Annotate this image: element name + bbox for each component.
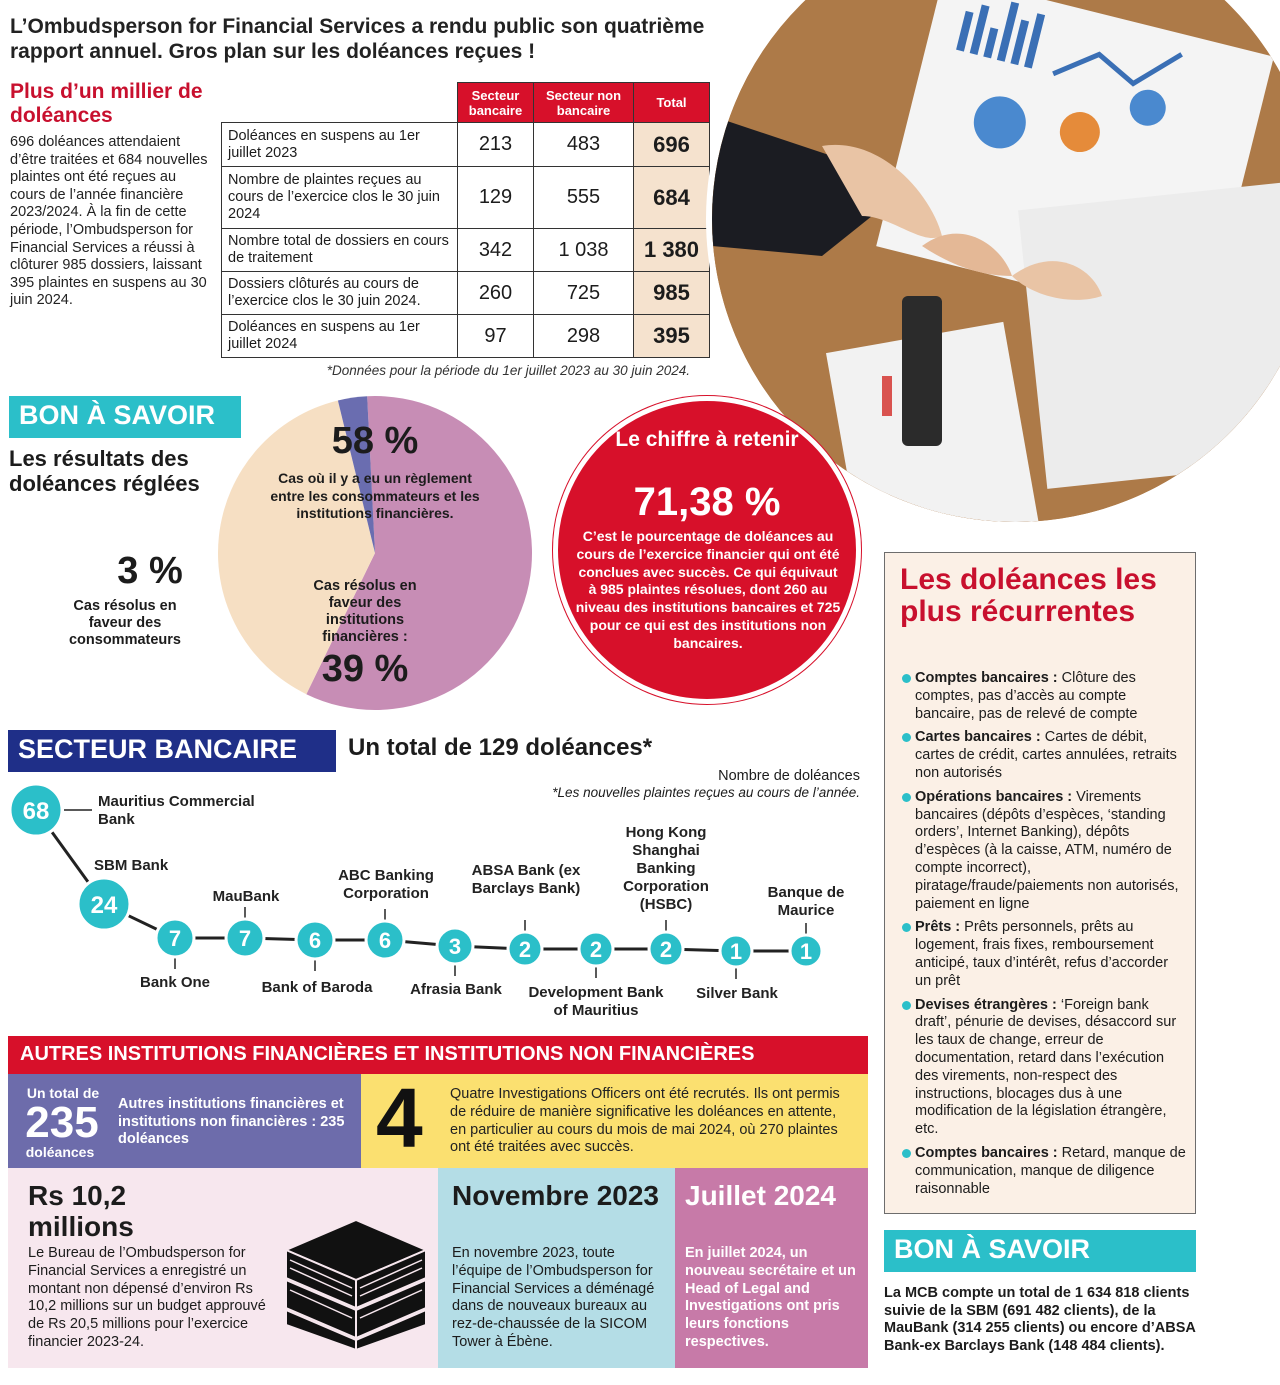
item-text: Retard, manque de communication, manque de diligence raisonnable xyxy=(915,1144,1186,1197)
row-bancaire: 97 xyxy=(458,315,534,358)
list-item xyxy=(902,670,1188,723)
budget-text: Le Bureau de l’Ombudsperson for Financial Services a enregistré un montant non dépensé d’environ Rs 10,2 millions sur un budget approuvé de Rs 20,5 millions pour l’exercice financier 2023-24. xyxy=(28,1245,266,1350)
novembre-text: En novembre 2023, toute l’équipe de l’Ombudsperson for Financial Services a déménagé dans de nouveaux bureaux au rez-de-chaussée de la SICOM Tower à Ébène. xyxy=(452,1245,655,1350)
table-row xyxy=(222,123,710,167)
bon-a-savoir-text: La MCB compte un total de 1 634 818 clients suivie de la SBM (691 482 clients), de la MauBank (314 255 clients) ou encore d’ABSA Bank-ex Barclays Bank (148 484 clients). xyxy=(884,1285,1196,1354)
slice-3-text: Cas résolus en faveur des consommateurs xyxy=(68,598,181,648)
table-row xyxy=(222,167,710,229)
row-non-bancaire: 1 038 xyxy=(534,229,634,272)
bullet-icon xyxy=(902,1149,911,1158)
bank-value: 2 xyxy=(589,937,603,962)
autres-banner: AUTRES INSTITUTIONS FINANCIÈRES ET INSTITUTIONS NON FINANCIÈRES xyxy=(8,1036,868,1074)
bank-name: Banque de Maurice xyxy=(767,884,845,919)
list-item xyxy=(902,1145,1188,1198)
bank-value: 6 xyxy=(378,928,392,953)
row-total: 985 xyxy=(634,272,710,315)
item-text: ‘Foreign bank draft’, pénurie de devises, désaccord sur les taux de change, erreur de documentation, retard dans l’exécution des virements, non-respect des instructions, blocages dus à une modification de la législation étrangère, etc. xyxy=(915,996,1177,1138)
bank-name: Hong Kong Shanghai Banking Corporation (HSBC) xyxy=(623,824,709,913)
bullet-icon xyxy=(902,793,911,802)
bank-name: Development Bank of Mauritius xyxy=(528,984,664,1019)
row-label: Doléances en suspens au 1er juillet 2023 xyxy=(222,123,458,167)
bank-value: 24 xyxy=(90,892,118,919)
row-total: 684 xyxy=(634,167,710,229)
bank-name: Bank of Baroda xyxy=(261,979,373,996)
novembre-title: Novembre 2023 xyxy=(452,1180,660,1211)
table-row xyxy=(222,272,710,315)
row-label: Nombre total de dossiers en cours de traitement xyxy=(222,229,458,272)
list-item xyxy=(902,729,1188,782)
item-text: Cartes de débit, cartes de crédit, cartes annulées, retraits non autorisés xyxy=(915,729,1177,781)
row-label: Doléances en suspens au 1er juillet 2024 xyxy=(222,315,458,358)
bank-value: 7 xyxy=(238,926,252,951)
table-note: *Données pour la période du 1er juillet 2023 au 30 juin 2024. xyxy=(326,363,690,378)
bank-value: 3 xyxy=(448,934,462,959)
officers-text: Quatre Investigations Officers ont été recrutés. Ils ont permis de réduire de manière significative les doléances en attente, en particulier au cours du mois de mai 2024, où 270 plaintes ont été traitées avec succès. xyxy=(450,1086,840,1156)
bon-a-savoir-badge: BON À SAVOIR xyxy=(9,396,241,438)
list-item xyxy=(902,789,1188,914)
secteur-bancaire-badge: SECTEUR BANCAIRE xyxy=(8,730,336,772)
doleances-table xyxy=(221,82,710,358)
item-text: Prêts personnels, prêts au logement, frais fixes, remboursement anticipé, taux d’intérêt, refus d’accorder un prêt xyxy=(915,919,1169,989)
row-non-bancaire: 725 xyxy=(534,272,634,315)
autres-total: 235 xyxy=(25,1098,99,1147)
money-stack-icon xyxy=(276,1200,436,1350)
secteur-legend-note: *Les nouvelles plaintes reçues au cours de l’année. xyxy=(552,785,860,800)
row-total: 1 380 xyxy=(634,229,710,272)
autres-total-unit: doléances xyxy=(25,1144,95,1160)
bank-name: Silver Bank xyxy=(696,985,778,1002)
table-row xyxy=(222,315,710,358)
recurrentes-title: Les doléances les plus récurrentes xyxy=(900,563,1157,628)
table-row xyxy=(222,229,710,272)
intro-text: L’Ombudsperson for Financial Services a rendu public son quatrième rapport annuel. Gros plan sur les doléances reçues ! xyxy=(10,15,705,63)
row-non-bancaire: 298 xyxy=(534,315,634,358)
bon-a-savoir-badge-2: BON À SAVOIR xyxy=(884,1230,1196,1272)
secteur-subtitle: Un total de 129 doléances* xyxy=(348,734,653,761)
item-head: Devises étrangères : xyxy=(915,996,1057,1013)
row-bancaire: 213 xyxy=(458,123,534,167)
slice-58-pct: 58 % xyxy=(331,420,419,462)
autres-desc: Autres institutions financières et institutions non financières : 235 doléances xyxy=(118,1096,345,1147)
budget-title: Rs 10,2 millions xyxy=(28,1180,134,1242)
resultats-title: Les résultats des doléances réglées xyxy=(9,446,200,496)
milliers-text: 696 doléances attendaient d’être traitées et 684 nouvelles plaintes ont été reçues au cours de l’année financière 2023/2024. À la fin de cette période, l’Ombudsperson for Financial Services a réussi à clôturer 985 dossiers, laissant 395 plaintes en suspens au 30 juin 2024. xyxy=(10,134,208,309)
bank-name: Mauritius Commercial Bank xyxy=(98,793,255,828)
item-text: Virements bancaires (dépôts d’espèces, ‘standing orders’, Internet Banking), dépôts d’espèces (à la caisse, ATM, numéro de compte incorrect), piratage/fraude/paiements non autorisés, paiement en ligne xyxy=(915,788,1179,912)
item-head: Cartes bancaires : xyxy=(915,729,1041,746)
bank-name: Bank One xyxy=(139,974,211,991)
bank-name: ABC Banking Corporation xyxy=(338,867,434,902)
table-header-total: Total xyxy=(634,83,710,123)
slice-58-text: Cas où il y a eu un règlement entre les consommateurs et les institutions financières. xyxy=(270,470,480,521)
bank-value: 7 xyxy=(168,926,182,951)
bank-name: Afrasia Bank xyxy=(410,981,502,998)
bank-name: MauBank xyxy=(212,888,280,905)
slice-3-pct: 3 % xyxy=(117,550,183,592)
table-corner xyxy=(222,83,458,123)
item-text: Clôture des comptes, pas d’accès au compte bancaire, pas de relevé de compte xyxy=(915,670,1138,722)
table-header-bancaire: Secteur bancaire xyxy=(458,83,534,123)
bank-value: 6 xyxy=(308,928,322,953)
table-header-non-bancaire: Secteur non bancaire xyxy=(534,83,634,123)
bullet-icon xyxy=(902,674,911,683)
recurrentes-list xyxy=(902,670,1188,1204)
slice-39-text: Cas résolus en faveur des institutions financières : xyxy=(313,578,417,645)
secteur-legend: Nombre de doléances xyxy=(718,768,860,784)
list-item xyxy=(902,997,1188,1139)
bank-name: SBM Bank xyxy=(94,857,169,874)
list-item xyxy=(902,919,1188,990)
row-label: Nombre de plaintes reçues au cours de l’exercice clos le 30 juin 2024 xyxy=(222,167,458,229)
item-head: Comptes bancaires : xyxy=(915,1144,1058,1161)
row-non-bancaire: 483 xyxy=(534,123,634,167)
item-head: Opérations bancaires : xyxy=(915,788,1073,805)
juillet-title: Juillet 2024 xyxy=(685,1180,836,1211)
row-bancaire: 129 xyxy=(458,167,534,229)
bank-value: 2 xyxy=(659,937,673,962)
juillet-text: En juillet 2024, un nouveau secrétaire et un Head of Legal and Investigations ont pris leurs fonctions respectives. xyxy=(685,1245,856,1350)
row-total: 395 xyxy=(634,315,710,358)
bank-name: ABSA Bank (ex Barclays Bank) xyxy=(471,862,581,897)
bank-value: 68 xyxy=(22,798,50,825)
row-bancaire: 260 xyxy=(458,272,534,315)
bullet-icon xyxy=(902,733,911,742)
chiffre-title: Le chiffre à retenir xyxy=(615,428,799,451)
bullet-icon xyxy=(902,923,911,932)
row-total: 696 xyxy=(634,123,710,167)
bank-value: 1 xyxy=(799,939,813,964)
chiffre-value: 71,38 % xyxy=(633,480,781,524)
row-bancaire: 342 xyxy=(458,229,534,272)
bank-value: 1 xyxy=(729,939,743,964)
autres-total-label: Un total de xyxy=(26,1085,100,1101)
row-non-bancaire: 555 xyxy=(534,167,634,229)
slice-39-pct: 39 % xyxy=(321,648,409,690)
row-label: Dossiers clôturés au cours de l’exercice clos le 30 juin 2024. xyxy=(222,272,458,315)
officers-number: 4 xyxy=(376,1071,423,1165)
milliers-title: Plus d’un millier de doléances xyxy=(10,80,203,127)
chiffre-text: C’est le pourcentage de doléances au cours de l’exercice financier qui ont été conclues avec succès. Ce qui équivaut à 985 plaintes résolues, dont 260 au niveau des institutions bancaires et 725 pour ce qui est des institutions non bancaires. xyxy=(575,528,841,651)
bullet-icon xyxy=(902,1001,911,1010)
bank-value: 2 xyxy=(518,937,532,962)
item-head: Comptes bancaires : xyxy=(915,670,1058,686)
item-head: Prêts : xyxy=(915,919,961,936)
